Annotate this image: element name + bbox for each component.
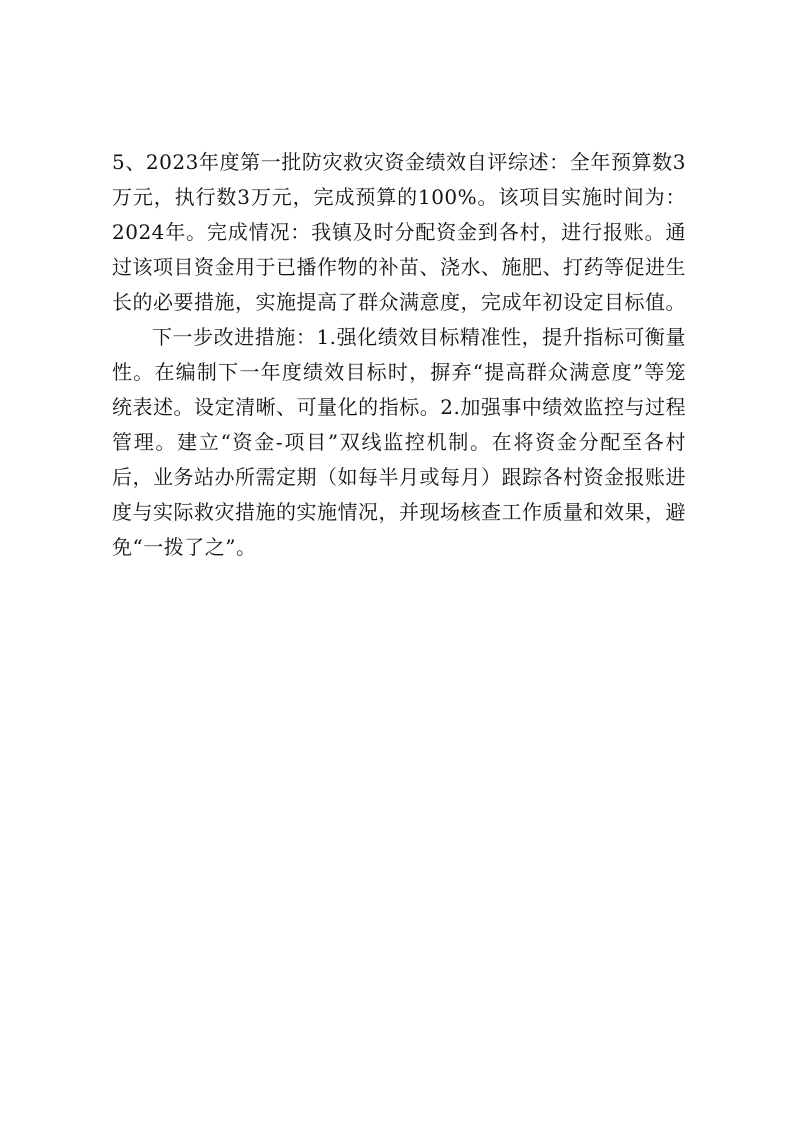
document-body (112, 145, 686, 565)
paragraph-improvement-measures: 下一步改进措施：1.强化绩效目标精准性，提升指标可衡量性。在编制下一年度绩效目标时，摒弃“提高群众满意度”等笼统表述。设定清晰、可量化的指标。2.加强事中绩效监控与过程管理。建立“资金-项目”双线监控机制。在将资金分配至各村后，业务站办所需定期（如每半月或每月）跟踪各村资金报账进度与实际救灾措施的实施情况，并现场核查工作质量和效果，避免“一拨了之”。 (112, 325, 686, 559)
paragraph-summary: 5、2023年度第一批防灾救灾资金绩效自评综述：全年预算数3万元，执行数3万元，完成预算的100%。该项目实施时间为：2024年。完成情况：我镇及时分配资金到各村，进行报账。通过该项目资金用于已播作物的补苗、浇水、施肥、打药等促进生长的必要措施，实施提高了群众满意度，完成年初设定目标值。 (112, 150, 686, 314)
